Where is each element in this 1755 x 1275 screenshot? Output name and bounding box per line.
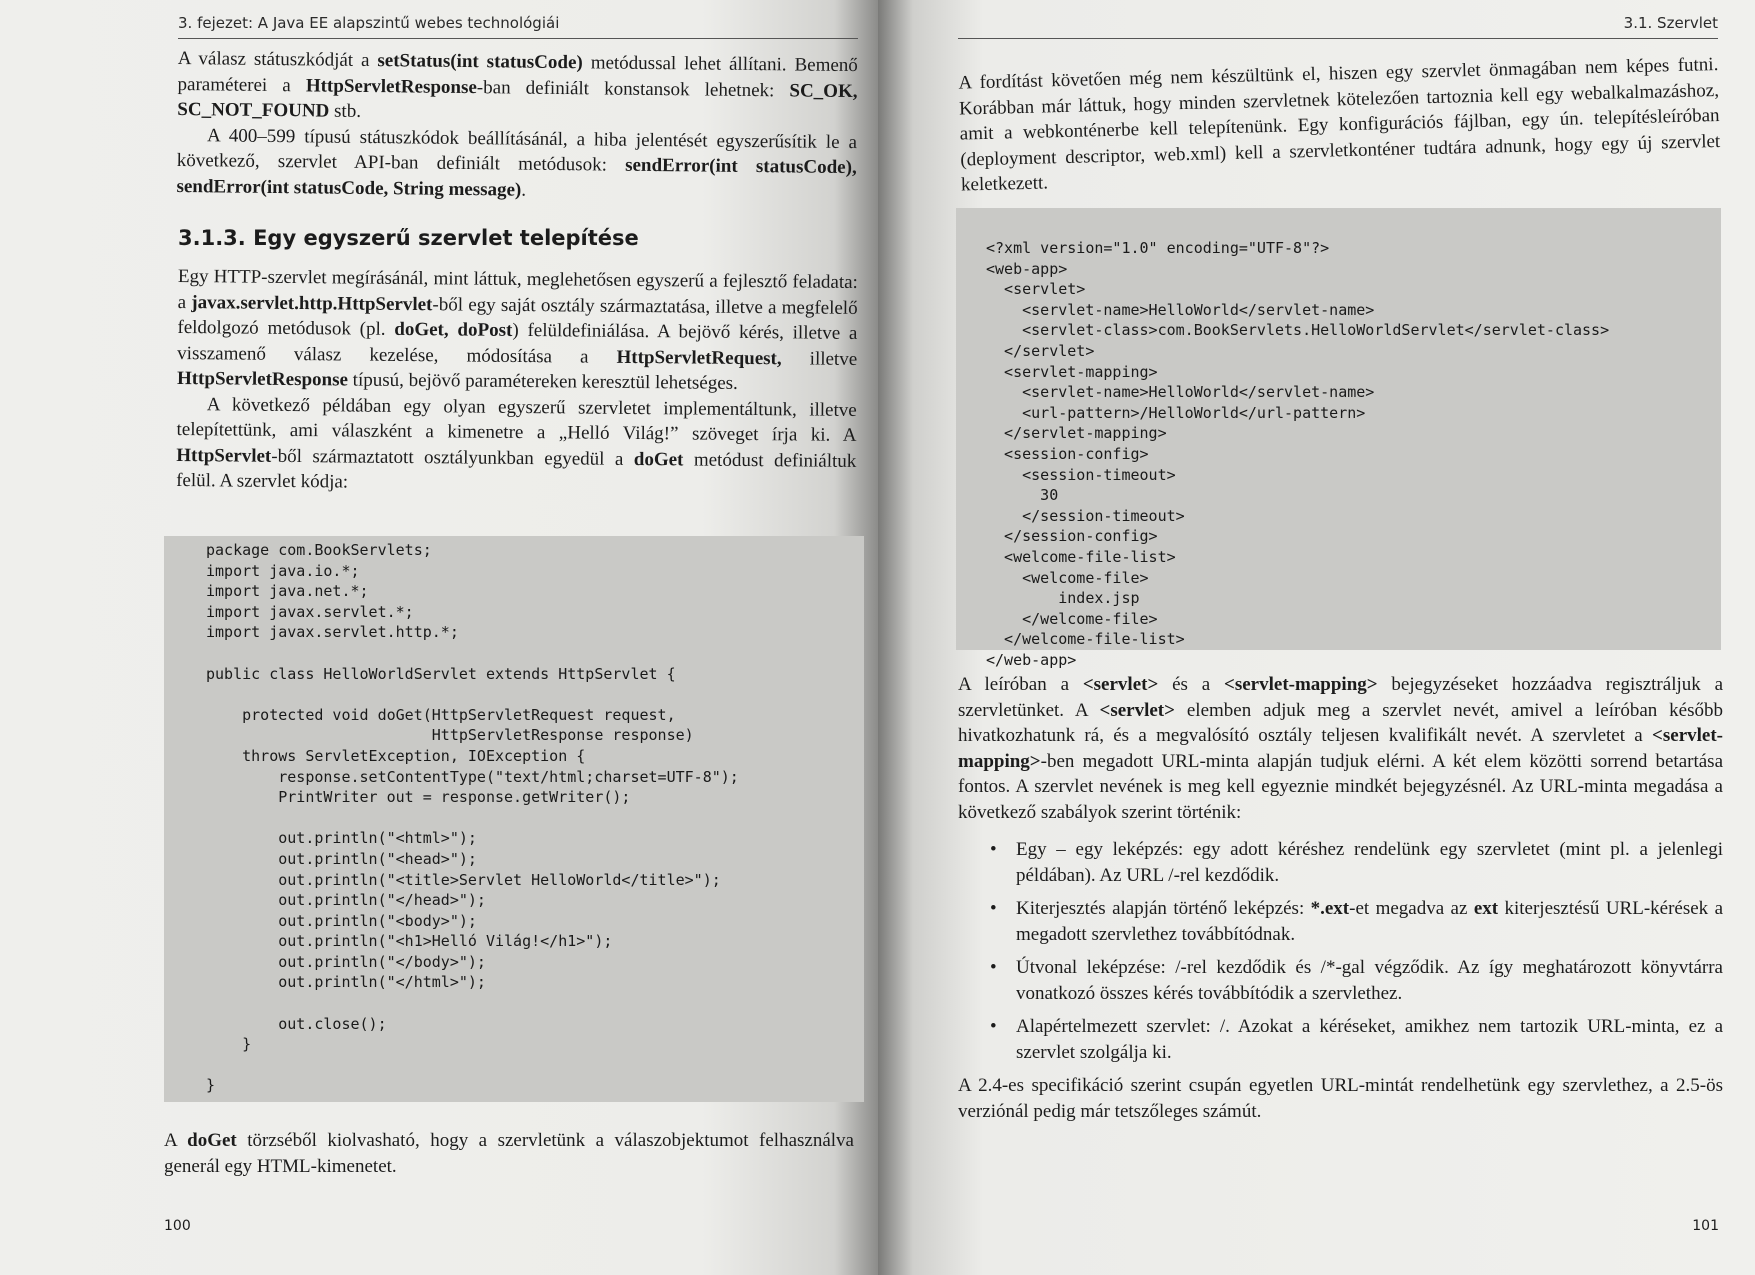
code-line [206,808,864,829]
xml-code-block [956,208,1721,669]
code-line: out.println("<title>Servlet HelloWorld</title>"); [206,870,721,889]
code-line: out.println("</body>"); [206,952,486,971]
body-paragraph-2: A következő példában egy olyan egyszerű szervletet implementáltunk, illetve telepítettünk, ami válaszként a kimenetre a „Helló Világ!” szöveget írja ki. A HttpServlet-ből származtatott osztályunkban egyedül a doGet metódust definiáltuk felül. A szervlet kódja: [176,393,857,493]
code-line: <?xml version="1.0" encoding="UTF-8"?> [986,239,1330,257]
code-line: </servlet> [986,341,1095,360]
code-line: import javax.servlet.http.*; [206,623,459,642]
left-intro [176,46,858,206]
code-line: </session-config> [986,527,1158,546]
code-line: out.println("<html>"); [206,829,477,848]
code-line: </welcome-file-list> [986,630,1185,649]
java-code-block [164,536,864,1102]
code-line: import javax.servlet.*; [206,602,414,621]
code-line: </web-app> [986,650,1077,669]
code-line: <session-timeout> [986,465,1176,484]
code-line: public class HelloWorldServlet extends HttpServlet { [206,664,676,683]
code-line: package com.BookServlets; [206,541,432,559]
code-line: <servlet-class>com.BookServlets.HelloWorldServlet</servlet-class> [986,321,1610,340]
code-line: import java.io.*; [206,561,360,580]
body-paragraph-1: Egy HTTP-szervlet megírásánál, mint láttuk, meglehetősen egyszerű a fejlesztő feladata: a javax.servlet.http.HttpServlet-ből egy saját osztály származtatása, illetve a megfelelő feldolgozó metódusok (pl. doGet, doPost) felüldefiniálása. A bejövő kérés, illetve a visszamenő válasz kezelése, módosítása a HttpServletRequest, illetve HttpServletResponse típusú, bejövő paramétereken keresztül lehetséges. [176,265,858,394]
code-line: import java.net.*; [206,582,369,601]
code-line: <web-app> [986,259,1068,278]
code-line [206,993,864,1014]
code-line: out.println("<body>"); [206,911,477,930]
code-line: 30 [986,486,1059,505]
code-line [206,684,864,705]
list-item: • Egy – egy leképzés: egy adott kéréshez rendelünk egy szervletet (mint pl. a jelenlegi példában). Az URL /-rel kezdődik. [990,839,1723,886]
intro-paragraph-1: A válasz státuszkódját a setStatus(int statusCode) metódussal lehet állítani. Bemenő paraméterei a HttpServletResponse-ban definiált konstansok lehetnek: SC_OK, SC_NOT_FOUND stb. [177,47,858,122]
code-line: </session-timeout> [986,506,1185,525]
code-line: protected void doGet(HttpServletRequest request, [206,705,676,724]
section-heading: 3.1.3. Egy egyszerű szervlet telepítése [178,226,639,250]
code-line: response.setContentType("text/html;charset=UTF-8"); [206,767,739,786]
left-running-head: 3. fejezet: A Java EE alapszintű webes technológiái [178,14,858,39]
code-line: <welcome-file> [986,568,1149,587]
code-line: out.close(); [206,1014,387,1033]
code-line: <url-pattern>/HelloWorld</url-pattern> [986,403,1366,422]
code-line: <session-config> [986,444,1149,463]
code-line: index.jsp [986,589,1140,608]
list-item: • Alapértelmezett szervlet: /. Azokat a kéréseket, amikhez nem tartozik URL-minta, ez a szervlet szolgálja ki. [990,1016,1723,1063]
code-line: } [206,1076,216,1095]
code-line: PrintWriter out = response.getWriter(); [206,788,631,807]
code-line: <servlet-name>HelloWorld</servlet-name> [986,300,1375,319]
code-line: out.println("</head>"); [206,891,486,910]
code-line: out.println("<head>"); [206,849,477,868]
code-line: </welcome-file> [986,609,1158,628]
code-line: out.println("</html>"); [206,973,486,992]
left-closing [164,1128,854,1179]
code-line: <servlet-mapping> [986,362,1158,381]
code-line [206,643,864,664]
left-page-number: 100 [164,1218,191,1234]
specification-paragraph: A 2.4-es specifikáció szerint csupán egyetlen URL-mintát rendelhetünk egy szervlethez, a 2.5-ös verziónál pedig már tetszőleges számút. [958,1075,1723,1122]
right-intro [958,52,1721,198]
code-line: <servlet-name>HelloWorld</servlet-name> [986,383,1375,402]
code-line: HttpServletResponse response) [206,726,694,745]
url-pattern-rules [958,837,1723,1065]
code-line: } [206,1035,252,1054]
code-line [206,1055,864,1076]
right-body [958,672,1723,1124]
right-page [878,0,1755,1275]
intro-paragraph-2: A 400–599 típusú státuszkódok beállításánál, a hiba jelentését egyszerűsítik le a következő, szervlet API-ban definiált metódusok: sendError(int statusCode), sendError(int statusCode, String message). [176,124,858,201]
code-line: <servlet> [986,280,1086,299]
right-page-number: 101 [1692,1218,1719,1234]
code-line: out.println("<h1>Helló Világ!</h1>"); [206,932,613,951]
list-item: • Útvonal leképzése: /-rel kezdődik és /*-gal végződik. Az így meghatározott könyvtárra vonatkozó összes kérés továbbítódik a szervlethez. [990,957,1723,1004]
code-line: throws ServletException, IOException { [206,746,586,765]
list-item: • Kiterjesztés alapján történő leképzés: *.ext-et megadva az ext kiterjesztésű URL-kérések a megadott szervlethez továbbítódnak. [990,898,1724,945]
closing-paragraph: A doGet törzséből kiolvasható, hogy a szervletünk a válaszobjektumot felhasználva generál egy HTML-kimenetet. [164,1130,854,1177]
left-body [176,264,858,499]
right-intro-paragraph: A fordítást követően még nem készültünk el, hiszen egy szervlet önmagában nem képes futni. Korábban már láttuk, hogy minden szervletnek kötelezően tartoznia kell egy webalkalmazáshoz, amit a webkonténerbe kell telepítenünk. Egy konfigurációs fájlban, egy ún. telepítésleíróban (deployment descriptor, web.xml) kell a szervletkonténer tudtára adnunk, hogy egy új szervlet keletkezett. [958,53,1721,196]
code-line: </servlet-mapping> [986,424,1167,443]
descriptor-paragraph: A leíróban a <servlet> és a <servlet-mapping> bejegyzéseket hozzáadva regisztráljuk a szervletünket. A <servlet> elemben adjuk meg a szervlet nevét, amivel a leíróban később hivatkozhatunk rá, és a megvalósító osztály teljesen kvalifikált nevét. A szervletet a <servlet-mapping>-ben megadott URL-minta alapján tudjuk elérni. A két elem közötti sorrend betartása fontos. A szervlet nevének is meg kell egyeznie mindkét bejegyzésnél. Az URL-minta megadása a következő szabályok szerint történik: [958,674,1724,823]
code-line: <welcome-file-list> [986,547,1176,566]
right-running-head: 3.1. Szervlet [958,14,1718,39]
